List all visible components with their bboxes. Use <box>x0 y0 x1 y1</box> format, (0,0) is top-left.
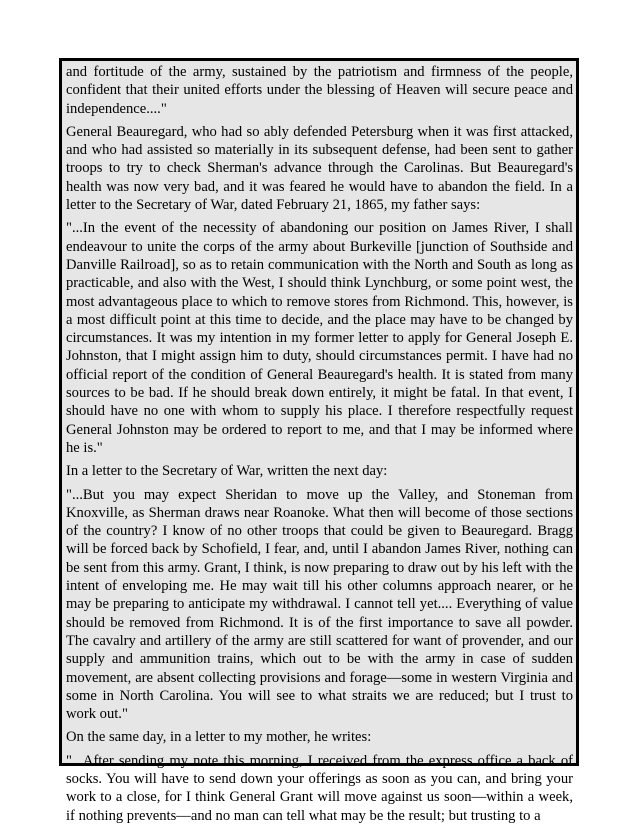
paragraph-1: and fortitude of the army, sustained by the patriotism and firmness of the people, confident that their united efforts under the blessing of Heaven will secure peace and independence...." <box>66 64 573 117</box>
paragraph-3: "...In the event of the necessity of abandoning our position on James River, I shall endeavour to unite the corps of the army about Burkeville [junction of Southside and Danville Railroad], so as to retain communication with the North and South as long as practicable, and also with the West, I should think Lynchburg, or some point west, the most advantageous place to which to remove stores from Richmond. This, however, is a most difficult point at this time to decide, and the place may have to be changed by circumstances. It was my intention in my former letter to apply for General Joseph E. Johnston, that I might assign him to duty, should circumstances permit. I have had no official report of the condition of General Beauregard's health. It is stated from many sources to be bad. If he should break down entirely, it might be fatal. In that event, I should have no one with whom to supply his place. I therefore respectfully request General Johnston may be ordered to report to me, and that I may be informed where he is." <box>66 220 573 456</box>
document-page <box>59 58 579 824</box>
paragraph-2: General Beauregard, who had so ably defended Petersburg when it was first attacked, and who had assisted so materially in its subsequent defense, had been sent to gather troops to try to check Sherman's advance through the Carolinas. But Beauregard's health was now very bad, and it was feared he would have to abandon the field. In a letter to the Secretary of War, dated February 21, 1865, my father says: <box>66 123 573 214</box>
paragraph-7: "...After sending my note this morning, I received from the express office a back of socks. You will have to send down your offerings as soon as you can, and bring your work to a close, for I think General Grant will move against us soon—within a week, if nothing prevents—and no man can tell what may be the result; but trusting to a <box>66 752 573 824</box>
paragraph-5: "...But you may expect Sheridan to move up the Valley, and Stoneman from Knoxville, as Sherman draws near Roanoke. What then will become of those sections of the country? I know of no other troops that could be given to Beauregard. Bragg will be forced back by Schofield, I fear, and, until I abandon James River, nothing can be sent from this army. Grant, I think, is now preparing to draw out by his left with the intent of enveloping me. He may wait till his other columns approach nearer, or he may be preparing to anticipate my withdrawal. I cannot tell yet.... Everything of value should be removed from Richmond. It is of the first importance to save all powder. The cavalry and artillery of the army are still scattered for want of provender, and our supply and ammunition trains, which out to be with the army in case of sudden movement, are absent collecting provisions and forage—some in western Virginia and some in North Carolina. You will see to what straits we are reduced; but I trust to work out." <box>66 486 573 723</box>
paragraph-4: In a letter to the Secretary of War, written the next day: <box>66 463 388 480</box>
paragraph-6: On the same day, in a letter to my mother, he writes: <box>66 729 372 746</box>
